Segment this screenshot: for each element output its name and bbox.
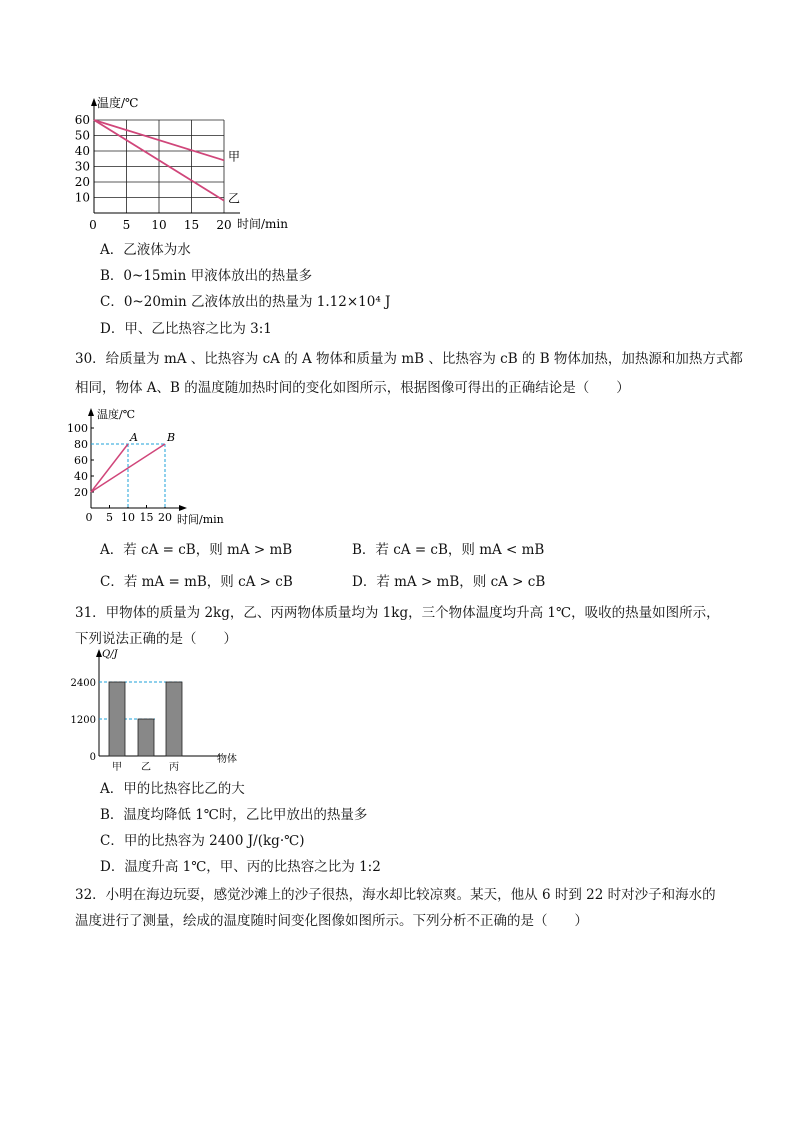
y-tick-label: 1200 [70, 715, 96, 726]
y-tick-label: 0 [89, 752, 96, 763]
q32-stem-line2: 温度进行了测量，绘成的温度随时间变化图像如图所示。下列分析不正确的是（ ） [75, 913, 588, 929]
bar-0 [109, 682, 125, 756]
q29-xlabel: 时间/min [237, 217, 288, 231]
q29-ylabel: 温度/℃ [97, 96, 139, 110]
y-tick-label: 20 [74, 486, 88, 499]
x-tick-label: 20 [158, 511, 172, 524]
q30-option-b: B．若 cA = cB，则 mA < mB [352, 542, 545, 558]
q30-chart [55, 402, 245, 532]
y-tick-label: 50 [74, 128, 90, 143]
q29-chart [60, 88, 320, 238]
q30-stem-line1: 30．给质量为 mA 、比热容为 cA 的 A 物体和质量为 mB 、比热容为 cB 的 B 物体加热，加热源和加热方式都 [75, 351, 743, 367]
y-tick-label: 40 [74, 144, 90, 158]
q31-stem-line2: 下列说法正确的是（ ） [75, 631, 237, 647]
y-tick-label: 60 [74, 454, 88, 467]
q31-option-b: B．温度均降低 1℃时，乙比甲放出的热量多 [100, 807, 368, 823]
y-tick-label: 100 [67, 422, 88, 435]
q29-chart-plot [75, 98, 240, 232]
x-tick-label: 10 [151, 218, 167, 232]
point-label: B [167, 431, 176, 444]
y-tick-label: 80 [74, 438, 88, 451]
x-tick-label: 20 [216, 218, 232, 232]
q30-stem-line2: 相同，物体 A、B 的温度随加热时间的变化如图所示，根据图像可得出的正确结论是（ ） [75, 380, 630, 396]
q30-xlabel: 时间/min [177, 513, 224, 526]
y-tick-label: 30 [74, 159, 90, 174]
x-tick-label: 15 [183, 218, 200, 232]
point-label: A [130, 431, 138, 444]
q30-chart-plot [67, 408, 187, 524]
bar-1 [138, 719, 154, 756]
x-tick-label: 5 [122, 218, 131, 232]
x-tick-label: 0 [85, 511, 93, 524]
x-tick-label: 0 [89, 218, 97, 232]
category-label: 甲 [112, 762, 122, 773]
q30-option-a: A．若 cA = cB，则 mA > mB [100, 542, 293, 558]
x-tick-label: 15 [139, 511, 154, 524]
y-tick-label: 2400 [70, 678, 96, 689]
q29-option-c: C．0~20min 乙液体放出的热量为 1.12×10⁴ J [100, 294, 391, 310]
y-tick-label: 20 [74, 175, 90, 189]
series-label: 甲 [228, 149, 241, 164]
q30-option-c: C．若 mA = mB，则 cA > cB [100, 574, 293, 590]
q31-xlabel: 物体 [217, 754, 237, 765]
y-tick-label: 10 [74, 190, 90, 205]
q31-option-d: D．温度升高 1℃，甲、丙的比热容之比为 1:2 [100, 859, 381, 875]
q30-option-d: D．若 mA > mB，则 cA > cB [352, 574, 546, 590]
q31-option-c: C．甲的比热容为 2400 J/(kg·℃) [100, 833, 305, 849]
q31-chart [65, 645, 265, 775]
q31-chart-plot [71, 649, 220, 773]
q29-option-d: D．甲、乙比热容之比为 3:1 [100, 321, 272, 337]
category-label: 丙 [169, 762, 179, 773]
y-axis-arrow [88, 408, 94, 416]
q32-stem-line1: 32．小明在海边玩耍，感觉沙滩上的沙子很热，海水却比较凉爽。某天，他从 6 时到 22 时对沙子和海水的 [75, 887, 716, 903]
y-tick-label: 60 [74, 113, 90, 127]
bar-2 [166, 682, 182, 756]
q31-ylabel: Q/J [102, 649, 118, 660]
q31-option-a: A．甲的比热容比乙的大 [100, 781, 245, 797]
x-tick-label: 10 [121, 511, 135, 524]
x-axis-arrow [179, 505, 187, 511]
q30-ylabel: 温度/℃ [97, 408, 136, 421]
q29-option-a: A．乙液体为水 [100, 242, 191, 258]
q29-option-b: B．0~15min 甲液体放出的热量多 [100, 268, 313, 284]
q31-stem-line1: 31．甲物体的质量为 2kg，乙、丙两物体质量均为 1kg，三个物体温度均升高 1℃，吸收的热量如图所示， [75, 605, 720, 621]
series-label: 乙 [228, 191, 241, 206]
x-tick-label: 5 [106, 511, 113, 524]
series-line-a [91, 444, 128, 492]
y-tick-label: 40 [74, 470, 88, 483]
category-label: 乙 [141, 762, 151, 773]
